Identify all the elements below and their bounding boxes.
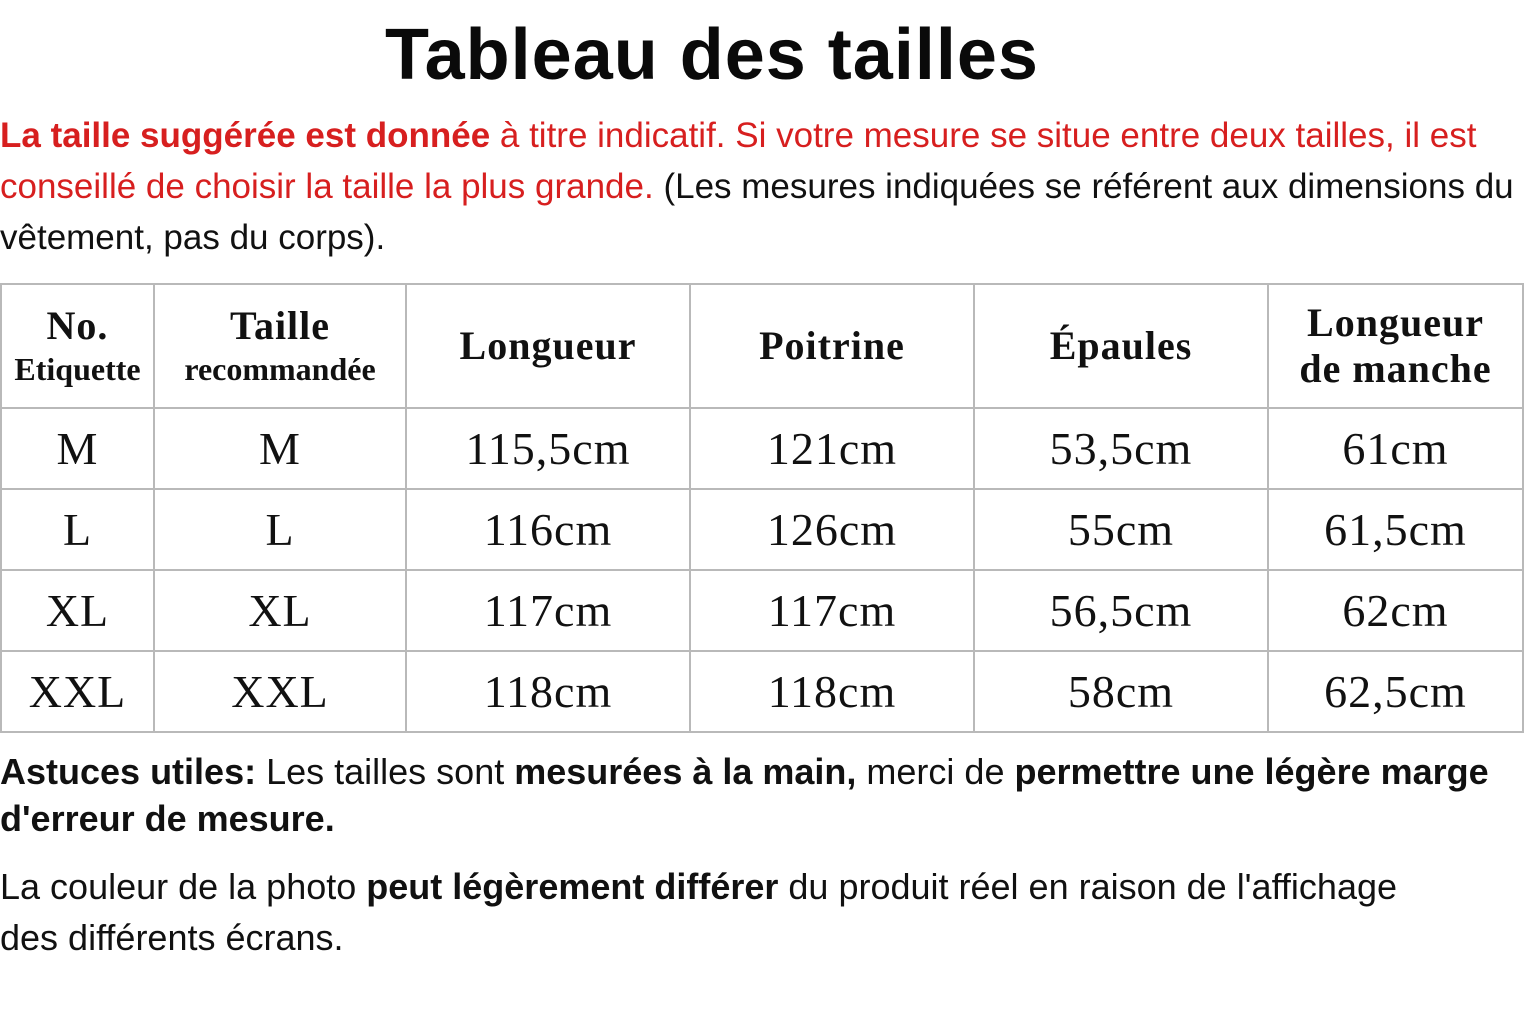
cell-sleeve: 61cm: [1268, 408, 1523, 489]
cell-sleeve: 61,5cm: [1268, 489, 1523, 570]
cell-label: M: [1, 408, 154, 489]
table-row: [1, 651, 1523, 732]
header-shoulders: Épaules: [974, 284, 1268, 408]
cell-chest: 126cm: [690, 489, 974, 570]
note-text: La couleur de la photo: [0, 866, 367, 907]
cell-size: XL: [154, 570, 406, 651]
note-bold: peut légèrement différer: [366, 866, 779, 907]
cell-chest: 121cm: [690, 408, 974, 489]
cell-length: 117cm: [406, 570, 690, 651]
cell-length: 118cm: [406, 651, 690, 732]
tips-text: Les tailles sont: [256, 751, 515, 792]
cell-length: 116cm: [406, 489, 690, 570]
intro-red-bold: La taille suggérée est donnée: [0, 116, 491, 155]
tips-label: Astuces utiles:: [0, 751, 257, 792]
tips-text: merci de: [856, 751, 1015, 792]
size-table: [0, 283, 1524, 733]
header-label-no: No. Etiquette: [1, 284, 154, 408]
tips-paragraph: [0, 748, 1530, 842]
cell-chest: 117cm: [690, 570, 974, 651]
page-title: Tableau des tailles: [385, 15, 1039, 95]
header-chest: Poitrine: [690, 284, 974, 408]
cell-size: L: [154, 489, 406, 570]
tips-bold-hand: mesurées à la main,: [514, 751, 857, 792]
cell-shoulders: 53,5cm: [974, 408, 1268, 489]
cell-shoulders: 58cm: [974, 651, 1268, 732]
cell-shoulders: 55cm: [974, 489, 1268, 570]
header-sleeve-length: Longueur de manche: [1268, 284, 1523, 408]
cell-size: XXL: [154, 651, 406, 732]
tips-bold-margin: permettre une légère marge d'erreur de mesure.: [0, 751, 1489, 839]
intro-red-text: à titre indicatif. Si votre mesure se situe entre deux tailles, il est conseillé de choisir la taille la plus grande.: [0, 116, 1477, 206]
cell-size: M: [154, 408, 406, 489]
cell-length: 115,5cm: [406, 408, 690, 489]
table-header-row: [1, 284, 1523, 408]
table-row: [1, 570, 1523, 651]
table-row: [1, 408, 1523, 489]
color-note-paragraph: [0, 861, 1400, 963]
intro-paragraph: [0, 110, 1530, 263]
note-text: du produit réel en raison de l'affichage des différents écrans.: [0, 866, 1398, 958]
table-row: [1, 489, 1523, 570]
cell-sleeve: 62cm: [1268, 570, 1523, 651]
cell-chest: 118cm: [690, 651, 974, 732]
cell-label: XL: [1, 570, 154, 651]
cell-label: XXL: [1, 651, 154, 732]
cell-sleeve: 62,5cm: [1268, 651, 1523, 732]
cell-label: L: [1, 489, 154, 570]
header-recommended-size: Taille recommandée: [154, 284, 406, 408]
header-length: Longueur: [406, 284, 690, 408]
intro-note: (Les mesures indiquées se référent aux dimensions du vêtement, pas du corps).: [0, 167, 1514, 257]
cell-shoulders: 56,5cm: [974, 570, 1268, 651]
